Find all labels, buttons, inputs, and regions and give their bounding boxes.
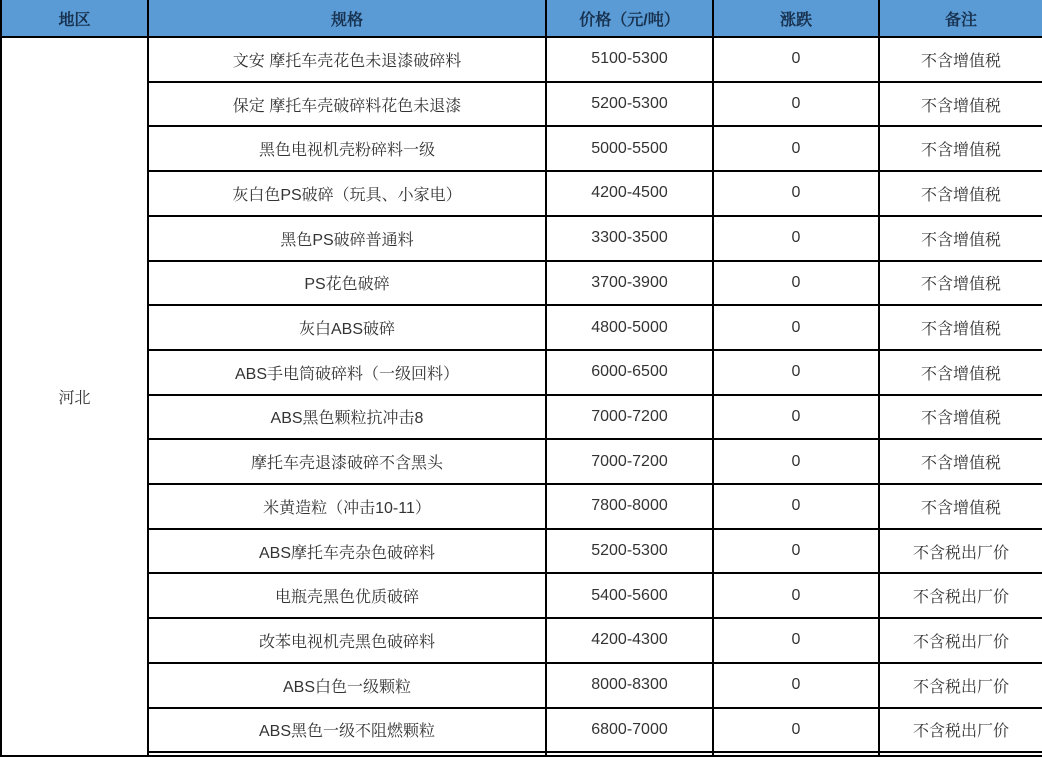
table-row xyxy=(1,529,1042,574)
price-cell: 8000-8300 xyxy=(546,663,713,708)
change-cell: 0 xyxy=(713,618,879,663)
table-row xyxy=(1,350,1042,395)
change-cell: 0 xyxy=(713,126,879,171)
header-row xyxy=(1,0,1042,37)
col-header-change: 涨跌 xyxy=(713,0,879,37)
table-row xyxy=(1,439,1042,484)
note-cell: 不含增值税 xyxy=(879,37,1042,82)
price-cell: 7000-7200 xyxy=(546,439,713,484)
spec-cell: 米黄造粒（冲击10-11） xyxy=(148,484,546,529)
table-row xyxy=(1,484,1042,529)
price-cell: 7000-7200 xyxy=(546,395,713,440)
col-header-note: 备注 xyxy=(879,0,1042,37)
note-cell: 不含税出厂价 xyxy=(879,573,1042,618)
spec-cell: 保定 摩托车壳破碎料花色未退漆 xyxy=(148,82,546,127)
change-cell: 0 xyxy=(713,439,879,484)
note-cell: 不含增值税 xyxy=(879,395,1042,440)
price-cell: 4200-4500 xyxy=(546,171,713,216)
note-cell: 不含增值税 xyxy=(879,216,1042,261)
table-row xyxy=(1,663,1042,708)
price-cell: 5200-5300 xyxy=(546,82,713,127)
col-header-spec: 规格 xyxy=(148,0,546,37)
spec-cell: 摩托车壳退漆破碎不含黑头 xyxy=(148,439,546,484)
note-cell: 不含增值税 xyxy=(879,350,1042,395)
change-cell: 0 xyxy=(713,395,879,440)
change-cell: 0 xyxy=(713,171,879,216)
change-cell: 0 xyxy=(713,261,879,306)
change-cell: 0 xyxy=(713,484,879,529)
table-row xyxy=(1,216,1042,261)
region-cell: 河北 xyxy=(1,37,148,756)
change-cell: 0 xyxy=(713,37,879,82)
table-row xyxy=(1,395,1042,440)
spec-cell: 文安 摩托车壳花色未退漆破碎料 xyxy=(148,37,546,82)
price-cell: 6000-6500 xyxy=(546,350,713,395)
spec-cell: ABS黑色一级不阻燃颗粒 xyxy=(148,708,546,753)
change-cell: 0 xyxy=(713,708,879,753)
price-cell: 3700-3900 xyxy=(546,261,713,306)
note-cell: 不含增值税 xyxy=(879,484,1042,529)
spec-cell: 改苯电视机壳黑色破碎料 xyxy=(148,618,546,663)
table-row xyxy=(1,573,1042,618)
change-cell xyxy=(713,752,879,756)
change-cell: 0 xyxy=(713,663,879,708)
spec-cell: 黑色电视机壳粉碎料一级 xyxy=(148,126,546,171)
note-cell: 不含税出厂价 xyxy=(879,708,1042,753)
spec-cell: 黑色PS破碎普通料 xyxy=(148,216,546,261)
table-row xyxy=(1,37,1042,82)
price-cell: 4200-4300 xyxy=(546,618,713,663)
price-cell: 5200-5300 xyxy=(546,529,713,574)
table-row xyxy=(1,82,1042,127)
col-header-region: 地区 xyxy=(1,0,148,37)
note-cell: 不含增值税 xyxy=(879,261,1042,306)
spec-cell xyxy=(148,752,546,756)
spec-cell: ABS黑色颗粒抗冲击8 xyxy=(148,395,546,440)
note-cell: 不含税出厂价 xyxy=(879,618,1042,663)
spec-cell: PS花色破碎 xyxy=(148,261,546,306)
note-cell: 不含增值税 xyxy=(879,305,1042,350)
table-row xyxy=(1,261,1042,306)
table-row xyxy=(1,126,1042,171)
price-cell xyxy=(546,752,713,756)
price-cell: 3300-3500 xyxy=(546,216,713,261)
price-cell: 5100-5300 xyxy=(546,37,713,82)
note-cell: 不含增值税 xyxy=(879,82,1042,127)
col-header-price: 价格（元/吨） xyxy=(546,0,713,37)
change-cell: 0 xyxy=(713,82,879,127)
note-cell: 不含税出厂价 xyxy=(879,663,1042,708)
price-cell: 7800-8000 xyxy=(546,484,713,529)
note-cell: 不含增值税 xyxy=(879,126,1042,171)
spec-cell: ABS白色一级颗粒 xyxy=(148,663,546,708)
table-row xyxy=(1,305,1042,350)
note-cell xyxy=(879,752,1042,756)
price-cell: 6800-7000 xyxy=(546,708,713,753)
spec-cell: 灰白ABS破碎 xyxy=(148,305,546,350)
table-row xyxy=(1,171,1042,216)
spec-cell: ABS摩托车壳杂色破碎料 xyxy=(148,529,546,574)
price-cell: 4800-5000 xyxy=(546,305,713,350)
change-cell: 0 xyxy=(713,305,879,350)
spec-cell: ABS手电筒破碎料（一级回料） xyxy=(148,350,546,395)
note-cell: 不含增值税 xyxy=(879,171,1042,216)
table-row xyxy=(1,708,1042,753)
table-row xyxy=(1,752,1042,756)
change-cell: 0 xyxy=(713,350,879,395)
price-cell: 5400-5600 xyxy=(546,573,713,618)
change-cell: 0 xyxy=(713,573,879,618)
change-cell: 0 xyxy=(713,216,879,261)
note-cell: 不含增值税 xyxy=(879,439,1042,484)
price-cell: 5000-5500 xyxy=(546,126,713,171)
note-cell: 不含税出厂价 xyxy=(879,529,1042,574)
spec-cell: 电瓶壳黑色优质破碎 xyxy=(148,573,546,618)
spec-cell: 灰白色PS破碎（玩具、小家电） xyxy=(148,171,546,216)
change-cell: 0 xyxy=(713,529,879,574)
table-row xyxy=(1,618,1042,663)
table-body xyxy=(1,37,1042,756)
